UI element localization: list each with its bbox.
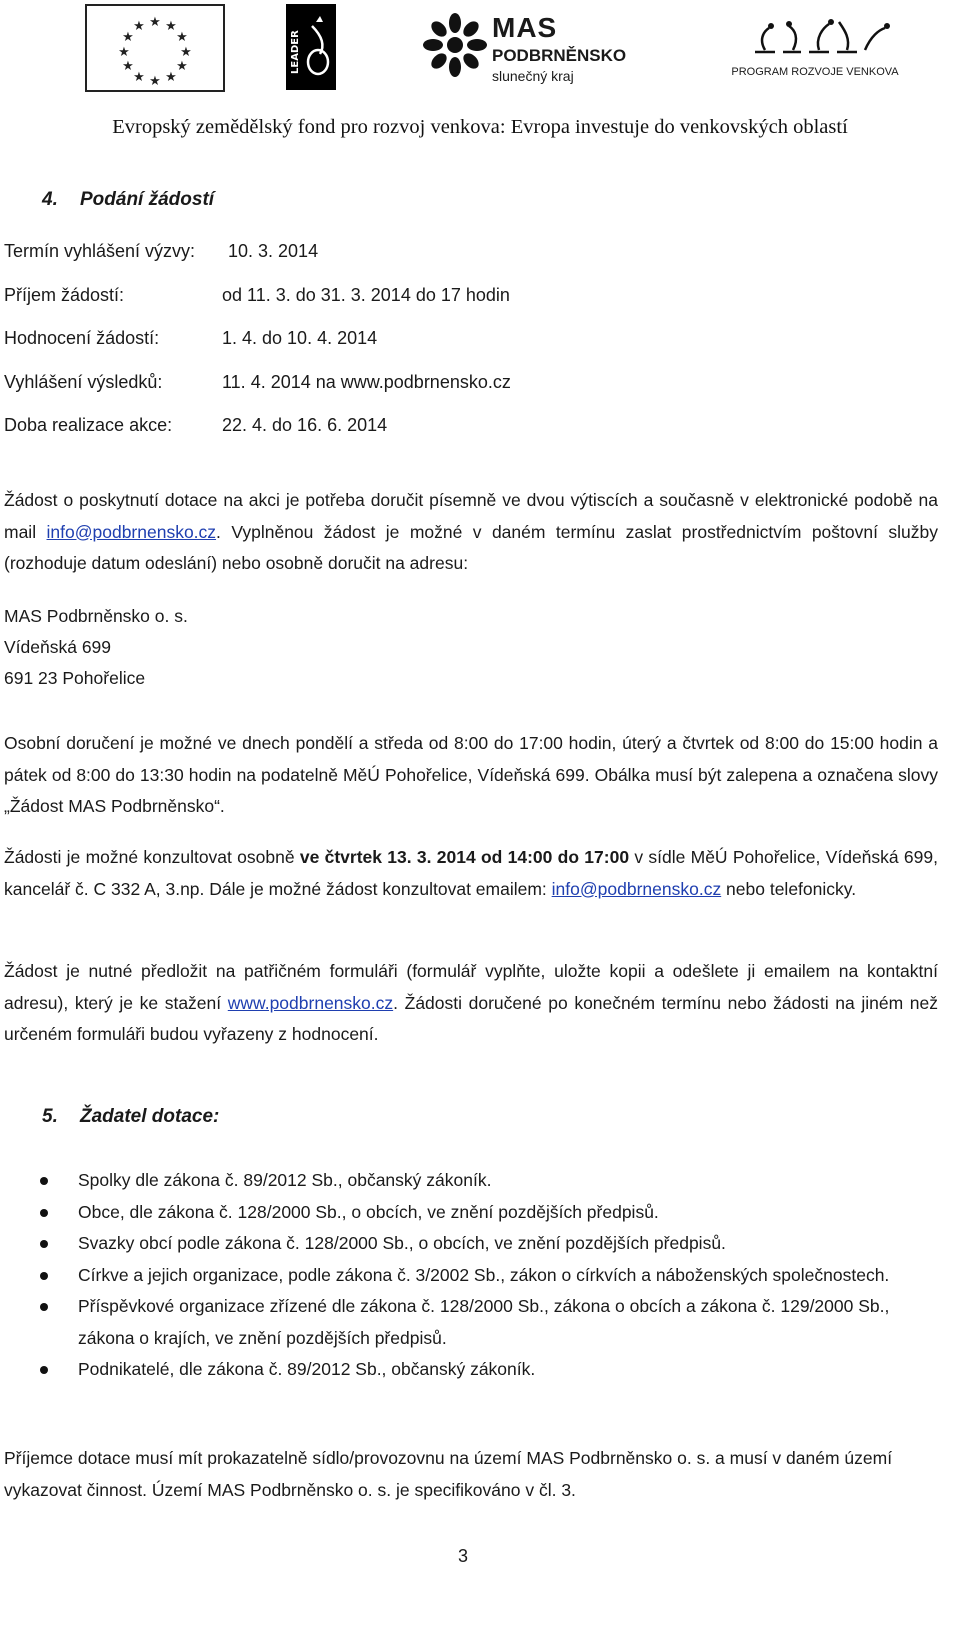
bullet-icon	[40, 1366, 48, 1374]
mas-logo-subtitle: PODBRNĚNSKO	[492, 46, 627, 65]
address-line: 691 23 Pohořelice	[4, 668, 146, 688]
prv-figures-icon	[715, 12, 915, 64]
svg-text:★: ★	[180, 45, 192, 60]
bullet-icon	[40, 1303, 48, 1311]
list-item-text: Obce, dle zákona č. 128/2000 Sb., o obcích, ve znění pozdějších předpisů.	[78, 1201, 659, 1222]
prv-logo-text: PROGRAM ROZVOJE VENKOVA	[731, 66, 899, 78]
bullet-icon	[40, 1209, 48, 1217]
svg-text:★: ★	[149, 74, 161, 89]
section-4-heading	[42, 189, 214, 211]
email-link[interactable]: info@podbrnensko.cz	[551, 878, 722, 899]
closing-paragraph: Příjemce dotace musí mít prokazatelně sídlo/provozovnu na území MAS Podbrněnsko o. s. a musí v daném území vykazovat činnost. Území MAS Podbrněnsko o. s. je specifikováno v čl. 3.	[4, 1448, 893, 1500]
mas-logo-slogan: slunečný kraj	[492, 68, 574, 84]
personal-delivery-paragraph: Osobní doručení je možné ve dnech pondělí a středa od 8:00 do 17:00 hodin, úterý a čtvrtek od 8:00 do 15:00 hodin a pátek od 8:00 do 13:30 hodin na podatelně MěÚ Pohořelice, Vídeňská 699. Obálka musí být zalepena a označena slovy „Žádost MAS Podbrněnsko“.	[4, 733, 938, 816]
schedule-label: Termín vyhlášení výzvy:	[4, 241, 196, 261]
paragraph-text: . Vyplněnou žádost je možné v daném termínu zaslat prostřednictvím poštovní služby (rozhoduje datum odeslání) nebo osobně doručit na adresu:	[4, 521, 938, 573]
address-line: MAS Podbrněnsko o. s.	[4, 606, 188, 626]
header-tagline: Evropský zemědělský fond pro rozvoj venkova: Evropa investuje do venkovských oblastí	[112, 116, 848, 138]
svg-text:★: ★	[149, 15, 161, 30]
section-5-number: 5.	[42, 1106, 58, 1127]
list-item-text: Příspěvkové organizace zřízené dle zákona č. 128/2000 Sb., zákona o obcích a zákona č. 129/2000 Sb., zákona o krajích, ve znění pozdějších předpisů.	[78, 1296, 890, 1348]
eu-flag-logo	[85, 4, 225, 92]
website-link[interactable]: www.podbrnensko.cz	[227, 992, 394, 1013]
eu-stars-icon	[87, 6, 223, 90]
form-paragraph	[4, 956, 938, 1051]
mas-logo-title: MAS	[492, 12, 558, 43]
consultation-paragraph	[4, 842, 938, 905]
list-item	[0, 1291, 920, 1354]
applicant-list	[0, 1165, 920, 1386]
flower-icon	[420, 10, 490, 80]
paragraph-text: Žádost o poskytnutí dotace na akci je potřeba doručit písemně ve dvou výtiscích a současně v elektronické podobě na mail	[4, 490, 938, 542]
paragraph-text: . Žádosti doručené po konečném termínu nebo žádosti na jiném než určeném formuláři budou vyřazeny z hodnocení.	[4, 992, 938, 1044]
paragraph-text: Žádosti je možné konzultovat osobně	[4, 847, 300, 867]
schedule-value: 11. 4. 2014 na www.podbrnensko.cz	[222, 372, 511, 392]
section-5-heading	[42, 1106, 219, 1128]
schedule-value: 1. 4. do 10. 4. 2014	[222, 328, 378, 348]
section-5-title: Žadatel dotace:	[80, 1106, 220, 1127]
email-link[interactable]: info@podbrnensko.cz	[46, 521, 217, 542]
list-item-text: Církve a jejich organizace, podle zákona č. 3/2002 Sb., zákon o církvích a náboženských společnostech.	[78, 1264, 890, 1285]
svg-text:★: ★	[176, 59, 188, 74]
schedule-label: Vyhlášení výsledků:	[4, 372, 163, 392]
paragraph-text: v sídle MěÚ Pohořelice, Vídeňská 699, kancelář č. C 332 A, 3.np. Dále je možné žádost konzultovat emailem:	[4, 847, 938, 899]
submission-paragraph	[4, 485, 938, 580]
schedule-value: od 11. 3. do 31. 3. 2014 do 17 hodin	[222, 285, 510, 305]
bullet-icon	[40, 1240, 48, 1248]
leader-logo	[286, 4, 336, 90]
schedule-label: Doba realizace akce:	[4, 415, 173, 435]
schedule-label: Hodnocení žádostí:	[4, 328, 160, 348]
list-item	[0, 1260, 920, 1292]
svg-text:★: ★	[133, 19, 145, 34]
svg-text:★: ★	[176, 30, 188, 45]
svg-text:★: ★	[118, 45, 130, 60]
paragraph-text: nebo telefonicky.	[721, 878, 857, 899]
schedule-value: 22. 4. do 16. 6. 2014	[222, 415, 388, 435]
svg-text:★: ★	[122, 59, 134, 74]
list-item-text: Svazky obcí podle zákona č. 128/2000 Sb., o obcích, ve znění pozdějších předpisů.	[78, 1233, 726, 1253]
svg-text:★: ★	[122, 30, 134, 45]
mas-podbrnensko-logo	[420, 10, 640, 90]
section-4-number: 4.	[42, 189, 58, 210]
list-item	[0, 1354, 920, 1386]
bullet-icon	[40, 1272, 48, 1280]
list-item	[0, 1165, 920, 1197]
svg-text:★: ★	[165, 19, 177, 34]
section-4-title: Podání žádostí	[80, 189, 215, 210]
svg-text:★: ★	[165, 70, 177, 85]
list-item	[0, 1228, 920, 1260]
prv-logo	[715, 12, 915, 82]
address-line: Vídeňská 699	[4, 637, 112, 657]
page-number: 3	[458, 1546, 469, 1566]
consultation-date: ve čtvrtek 13. 3. 2014 od 14:00 do 17:00	[299, 847, 630, 867]
list-item	[0, 1197, 920, 1229]
schedule-value: 10. 3. 2014	[228, 241, 319, 261]
paragraph-text: Žádost je nutné předložit na patřičném formuláři (formulář vyplňte, uložte kopii a odešlete ji emailem na kontaktní adresu), který je ke stažení	[4, 961, 938, 1013]
leader-logo-text: LEADER	[290, 30, 301, 74]
schedule-label: Příjem žádostí:	[4, 285, 125, 305]
svg-text:★: ★	[133, 70, 145, 85]
list-item-text: Podnikatelé, dle zákona č. 89/2012 Sb., občanský zákoník.	[78, 1359, 536, 1379]
bullet-icon	[40, 1177, 48, 1185]
list-item-text: Spolky dle zákona č. 89/2012 Sb., občanský zákoník.	[78, 1170, 492, 1190]
